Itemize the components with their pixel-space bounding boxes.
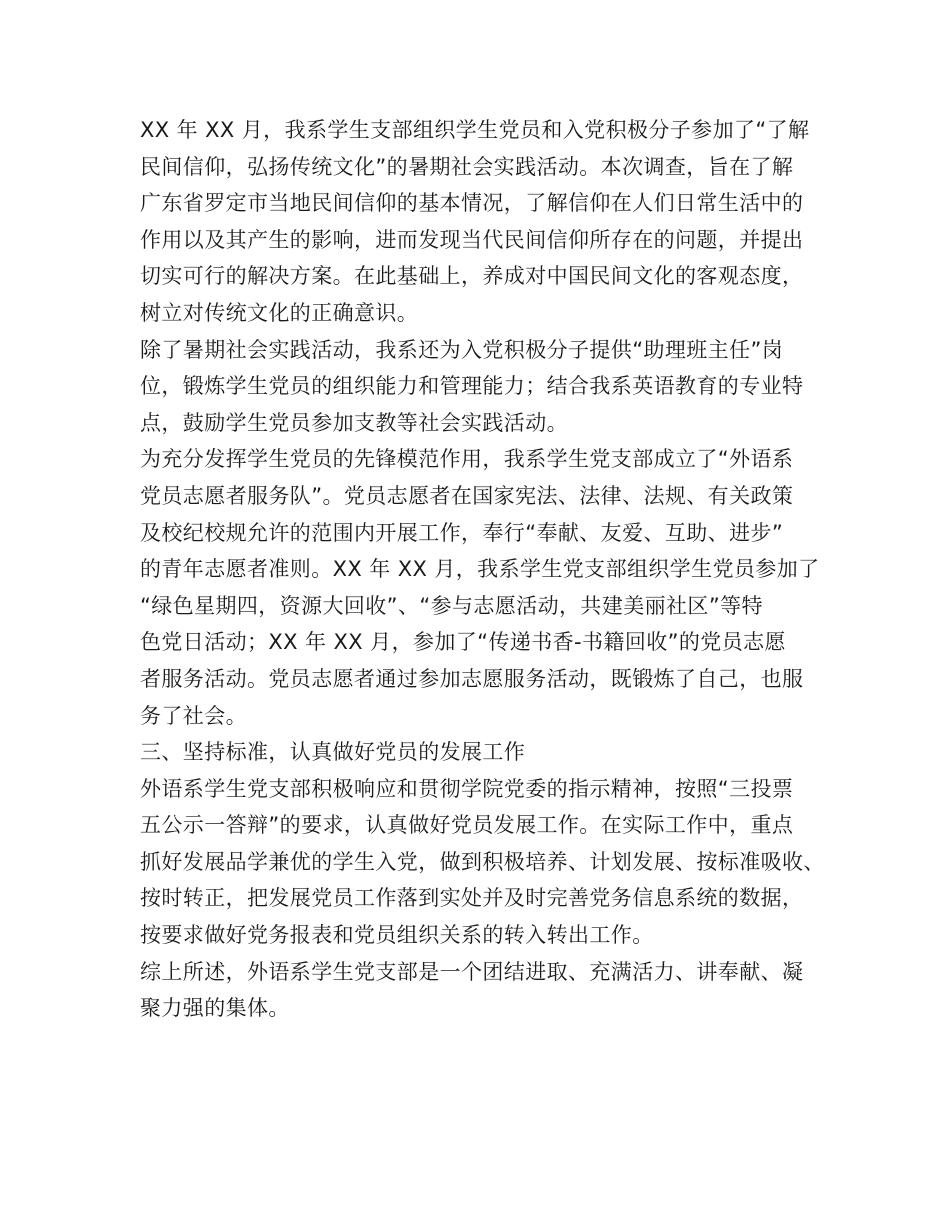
text-line: 务了社会。 bbox=[140, 703, 247, 728]
paragraph-summer-practice bbox=[140, 112, 830, 332]
text-line: 者服务活动。党员志愿者通过参加志愿服务活动，既锻炼了自己，也服 bbox=[140, 666, 804, 691]
paragraph-assistant-post bbox=[140, 332, 830, 442]
text-line: “绿色星期四，资源大回收”、“参与志愿活动，共建美丽社区”等特 bbox=[140, 593, 763, 618]
text-line: 切实可行的解决方案。在此基础上，养成对中国民间文化的客观态度， bbox=[140, 264, 804, 289]
section-heading bbox=[140, 734, 830, 771]
paragraph-member-development bbox=[140, 771, 830, 954]
text-line: 除了暑期社会实践活动，我系还为入党积极分子提供“助理班主任”岗 bbox=[140, 337, 784, 362]
text-line: 外语系学生党支部积极响应和贯彻学院党委的指示精神，按照“三投票 bbox=[140, 776, 794, 801]
document-body bbox=[140, 112, 830, 1027]
section-heading-text: 三、坚持标准，认真做好党员的发展工作 bbox=[140, 740, 526, 765]
text-line: 及校纪校规允许的范围内开展工作，奉行“奉献、友爱、互助、进步” bbox=[140, 520, 784, 545]
text-line: 广东省罗定市当地民间信仰的基本情况，了解信仰在人们日常生活中的 bbox=[140, 191, 804, 216]
text-line: 综上所述，外语系学生党支部是一个团结进取、充满活力、讲奉献、凝 bbox=[140, 959, 804, 984]
text-line: 党员志愿者服务队”。党员志愿者在国家宪法、法律、法规、有关政策 bbox=[140, 483, 794, 508]
text-line: 按要求做好党务报表和党员组织关系的转入转出工作。 bbox=[140, 923, 654, 948]
text-line: XX 年 XX 月，我系学生支部组织学生党员和入党积极分子参加了“了解 bbox=[140, 118, 810, 142]
text-line: 民间信仰，弘扬传统文化”的暑期社会实践活动。本次调查，旨在了解 bbox=[140, 154, 794, 179]
paragraph-volunteer-team bbox=[140, 441, 830, 734]
text-line: 色党日活动；XX 年 XX 月，参加了“传递书香-书籍回收”的党员志愿 bbox=[140, 630, 786, 655]
text-line: 点，鼓励学生党员参加支教等社会实践活动。 bbox=[140, 410, 568, 435]
text-line: 五公示一答辩”的要求，认真做好党员发展工作。在实际工作中，重点 bbox=[140, 813, 794, 838]
text-line: 树立对传统文化的正确意识。 bbox=[140, 300, 419, 325]
text-line: 按时转正，把发展党员工作落到实处并及时完善党务信息系统的数据， bbox=[140, 886, 804, 911]
text-line: 的青年志愿者准则。XX 年 XX 月，我系学生党支部组织学生党员参加了 bbox=[140, 557, 820, 582]
text-line: 抓好发展品学兼优的学生入党，做到积极培养、计划发展、按标准吸收、 bbox=[140, 849, 825, 874]
text-line: 位，锻炼学生党员的组织能力和管理能力；结合我系英语教育的专业特 bbox=[140, 374, 804, 399]
text-line: 为充分发挥学生党员的先锋模范作用，我系学生党支部成立了“外语系 bbox=[140, 447, 794, 472]
text-line: 作用以及其产生的影响，进而发现当代民间信仰所存在的问题，并提出 bbox=[140, 227, 804, 252]
text-line: 聚力强的集体。 bbox=[140, 996, 290, 1021]
paragraph-conclusion bbox=[140, 954, 830, 1027]
